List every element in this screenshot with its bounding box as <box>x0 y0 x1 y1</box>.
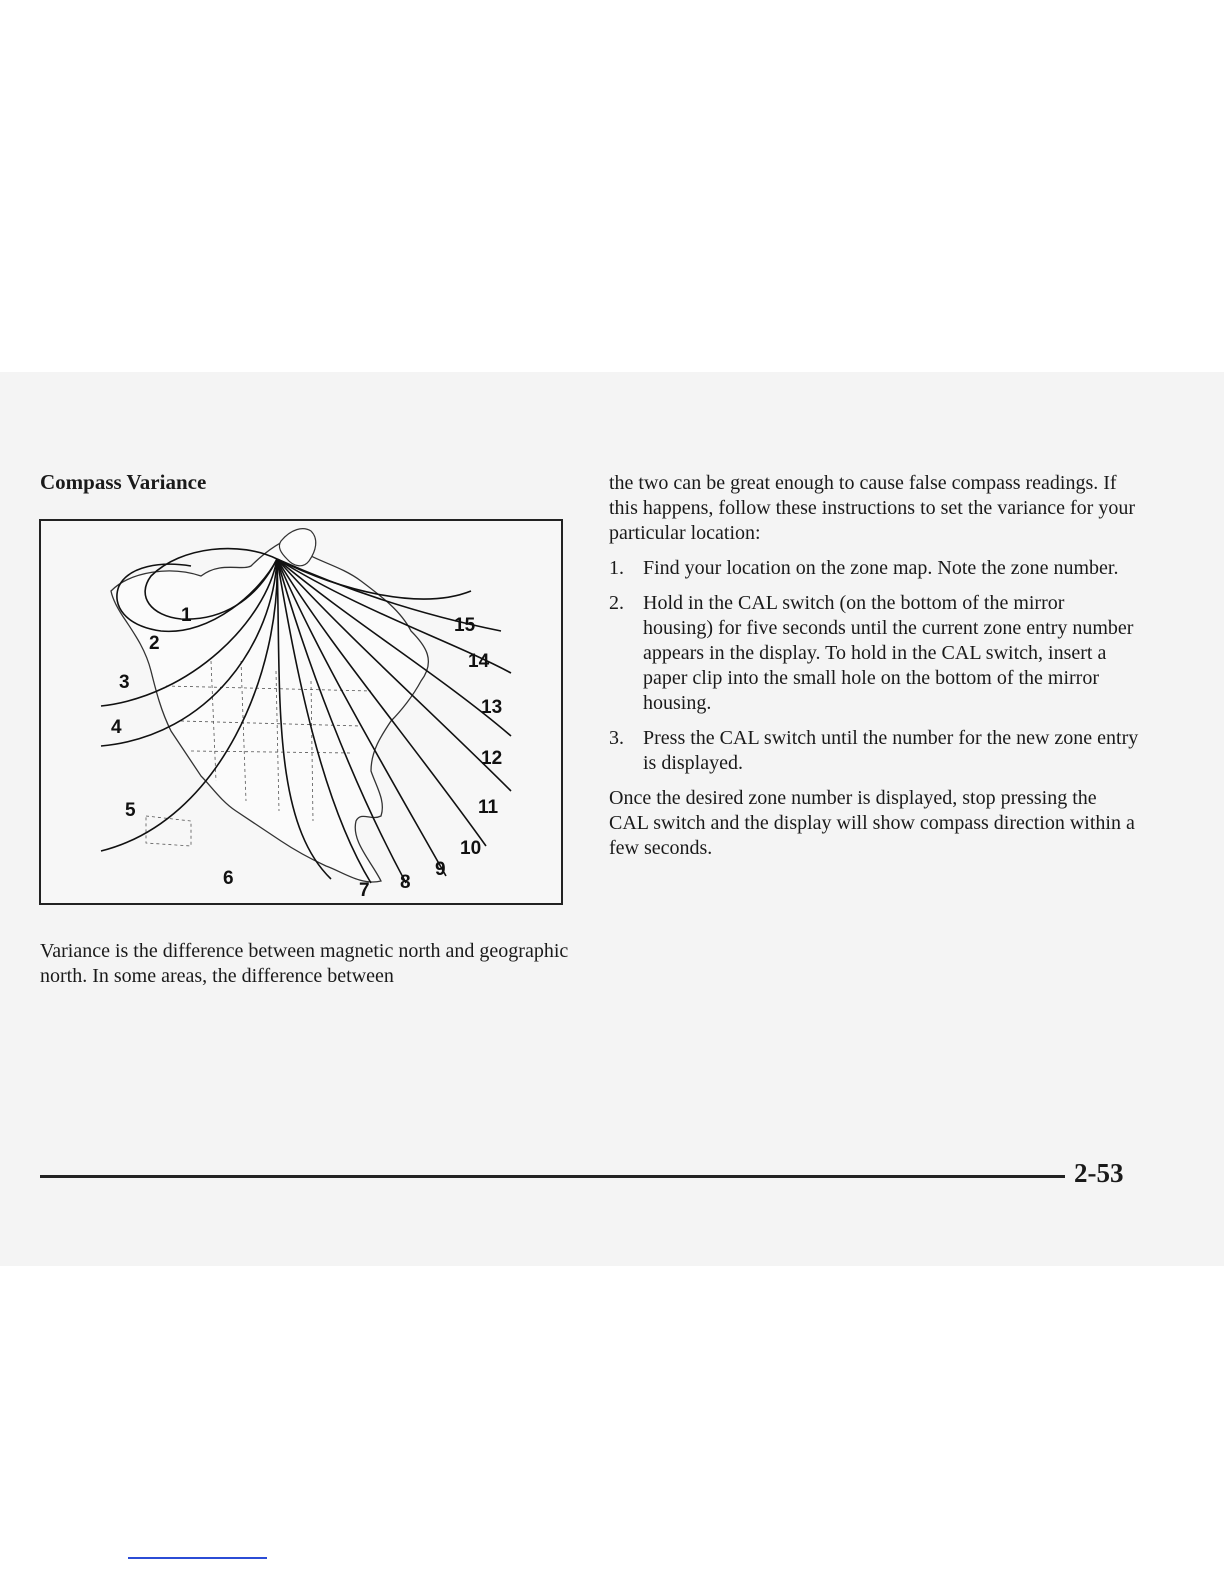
step-text: Hold in the CAL switch (on the bottom of the mirror housing) for five seconds until the current zone entry number appears in the display. To hold in the CAL switch, insert a paper clip into the small hole on the bottom of the mirror housing. <box>643 592 1134 714</box>
page-number: 2-53 <box>1074 1158 1124 1188</box>
zone-label-14: 14 <box>468 651 490 672</box>
zone-label-2: 2 <box>149 633 160 654</box>
step-item <box>609 726 1139 776</box>
step-item <box>609 591 1139 716</box>
zone-label-13: 13 <box>481 697 503 718</box>
zone-label-6: 6 <box>223 868 234 889</box>
zone-label-11: 11 <box>478 797 499 818</box>
zone-map-illustration <box>41 521 561 903</box>
zone-label-10: 10 <box>460 838 482 859</box>
zone-label-5: 5 <box>125 800 136 821</box>
link-underline[interactable] <box>128 1557 267 1559</box>
step-number: 3. <box>609 727 624 749</box>
closing-paragraph: Once the desired zone number is displayed, stop pressing the CAL switch and the display will show compass direction within a few seconds. <box>609 787 1135 859</box>
footer-rule <box>40 1175 1065 1178</box>
step-number: 2. <box>609 592 624 614</box>
continent-outline <box>111 536 428 882</box>
zone-label-4: 4 <box>111 717 122 738</box>
step-list <box>609 556 1139 776</box>
variance-paragraph: Variance is the difference between magnetic north and geographic north. In some areas, the difference between <box>40 940 569 987</box>
zone-map-figure <box>39 519 563 905</box>
step-item <box>609 556 1139 581</box>
instructions-column <box>609 471 1139 861</box>
step-text: Find your location on the zone map. Note the zone number. <box>643 557 1119 579</box>
step-text: Press the CAL switch until the number for the new zone entry is displayed. <box>643 727 1139 774</box>
zone-label-9: 9 <box>435 859 446 880</box>
zone-label-7: 7 <box>359 880 370 901</box>
zone-label-1: 1 <box>181 605 192 626</box>
step-number: 1. <box>609 557 624 579</box>
zone-label-15: 15 <box>454 615 476 636</box>
section-heading: Compass Variance <box>40 470 207 494</box>
instructions-intro: the two can be great enough to cause false compass readings. If this happens, follow these instructions to set the variance for your particular location: <box>609 472 1135 544</box>
zone-label-12: 12 <box>481 748 503 769</box>
zone-label-3: 3 <box>119 672 130 693</box>
zone-label-8: 8 <box>400 872 411 893</box>
